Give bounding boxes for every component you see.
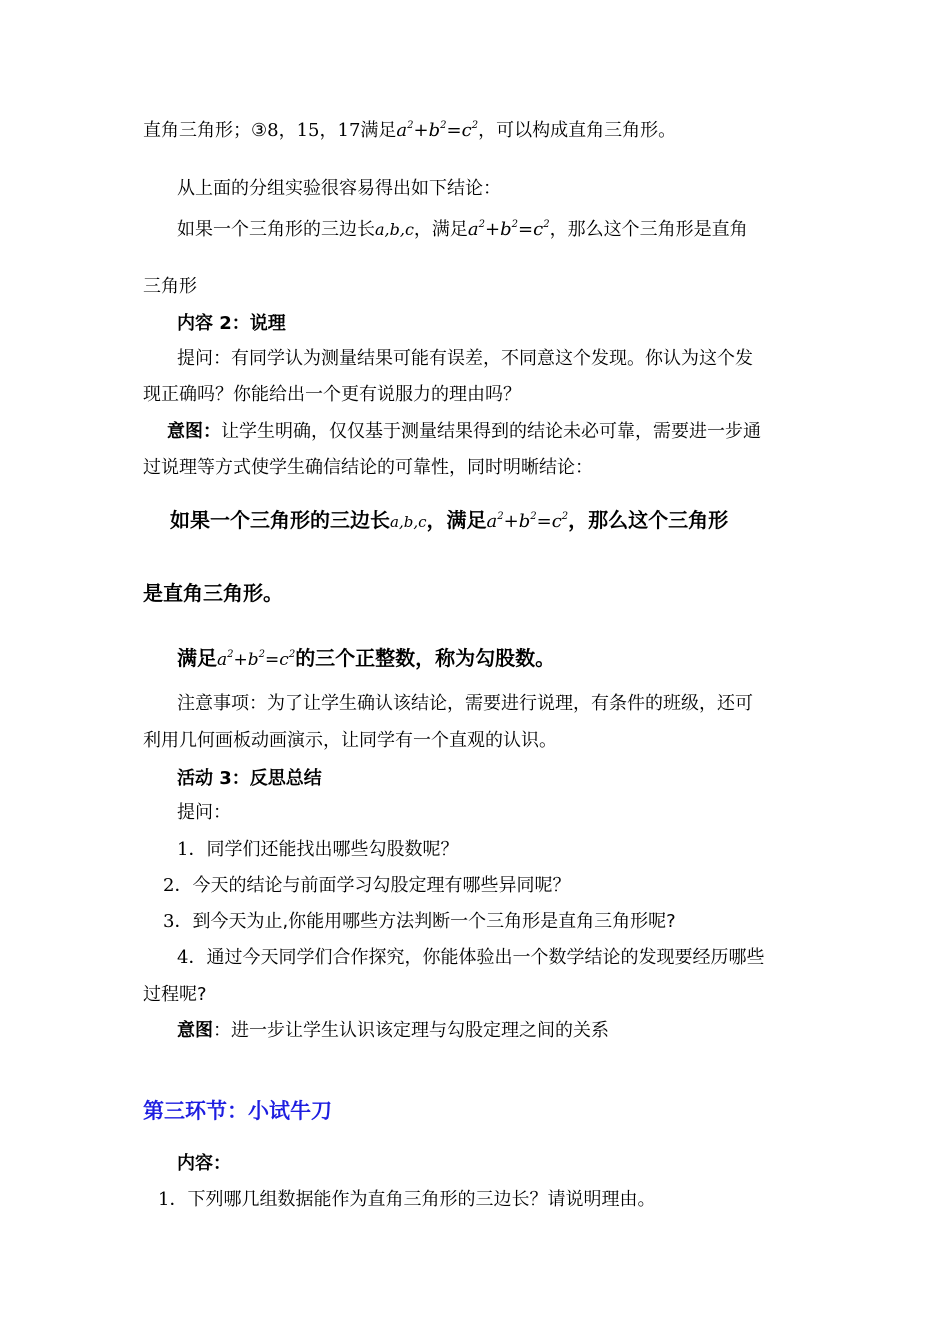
list-number: 4．: [177, 947, 207, 968]
paragraph-line: 三角形: [143, 276, 197, 297]
text: ，满足: [426, 508, 487, 532]
equation: $a^2+b^2=c^2$: [486, 511, 569, 532]
paragraph-line: 过程呢?: [143, 984, 207, 1005]
text: 直角三角形；③: [143, 120, 268, 141]
text: 通过今天同学们合作探究，你能体验出一个数学结论的发现要经历哪些: [206, 947, 765, 968]
paragraph-line: 现正确吗？你能给出一个更有说服力的理由吗？: [143, 384, 521, 405]
equation: $a^2+b^2=c^2$: [217, 649, 296, 670]
text: 的三个正整数，称为勾股数。: [295, 646, 556, 670]
text: ，满足: [413, 219, 468, 240]
paragraph-line: [143, 119, 676, 143]
paragraph-line: [167, 420, 761, 444]
text: 到今天为止,你能用哪些方法判断一个三角形是直角三角形呢?: [192, 911, 676, 932]
text: 让学生明确，仅仅基于测量结果得到的结论未必可靠，需要进一步通: [221, 421, 761, 442]
variables: a,b,c: [390, 513, 427, 531]
text: ，那么这个三角形是直角: [549, 219, 748, 240]
list-item: [158, 1188, 655, 1212]
paragraph-line: 提问：有同学认为测量结果可能有误差，不同意这个发现。你认为这个发: [177, 348, 753, 369]
intent-label: 意图：: [167, 421, 221, 442]
list-item: [163, 874, 570, 898]
list-number: 2．: [163, 875, 193, 896]
equation: $a^2+b^2=c^2$: [467, 219, 550, 240]
number-triple: 8，15，17: [267, 120, 361, 141]
text: 下列哪几组数据能作为直角三角形的三边长？请说明理由。: [187, 1189, 656, 1210]
text: 今天的结论与前面学习勾股定理有哪些异同呢？: [192, 875, 571, 896]
conclusion-line: 是直角三角形。: [143, 581, 283, 605]
text: ，可以构成直角三角形。: [478, 120, 677, 141]
conclusion-line: [170, 506, 728, 536]
conclusion-line: [177, 644, 555, 674]
variables: a,b,c: [375, 220, 414, 239]
paragraph-line: 利用几何画板动画演示，让同学有一个直观的认识。: [143, 730, 557, 751]
text: ，那么这个三角形: [568, 508, 729, 532]
intent-label: 意图: [177, 1020, 213, 1041]
text: 满足: [177, 646, 217, 670]
subsection-title: 内容：: [177, 1153, 231, 1174]
equation: $a^2+b^2=c^2$: [396, 120, 479, 141]
text: 如果一个三角形的三边长: [170, 508, 390, 532]
paragraph-line: 注意事项：为了让学生确认该结论，需要进行说理，有条件的班级，还可: [177, 693, 753, 714]
paragraph-line: [177, 218, 748, 242]
text: 如果一个三角形的三边长: [177, 219, 375, 240]
list-item: [177, 946, 764, 970]
subsection-title: 内容 2：说理: [177, 313, 286, 334]
subsection-title: 活动 3：反思总结: [177, 768, 322, 789]
list-item: [163, 910, 676, 934]
list-number: 1．: [177, 839, 207, 860]
paragraph-line: 从上面的分组实验很容易得出如下结论：: [177, 178, 501, 199]
list-number: 1．: [158, 1189, 188, 1210]
list-number: 3．: [163, 911, 193, 932]
paragraph-line: [177, 1019, 609, 1043]
text: 同学们还能找出哪些勾股数呢？: [206, 839, 459, 860]
text: ：进一步让学生认识该定理与勾股定理之间的关系: [213, 1020, 609, 1041]
paragraph-line: 过说理等方式使学生确信结论的可靠性，同时明晰结论：: [143, 457, 593, 478]
paragraph-line: 提问：: [177, 802, 231, 823]
list-item: [177, 838, 458, 862]
text: 满足: [360, 120, 397, 141]
section-heading: 第三环节：小试牛刀: [143, 1099, 332, 1123]
